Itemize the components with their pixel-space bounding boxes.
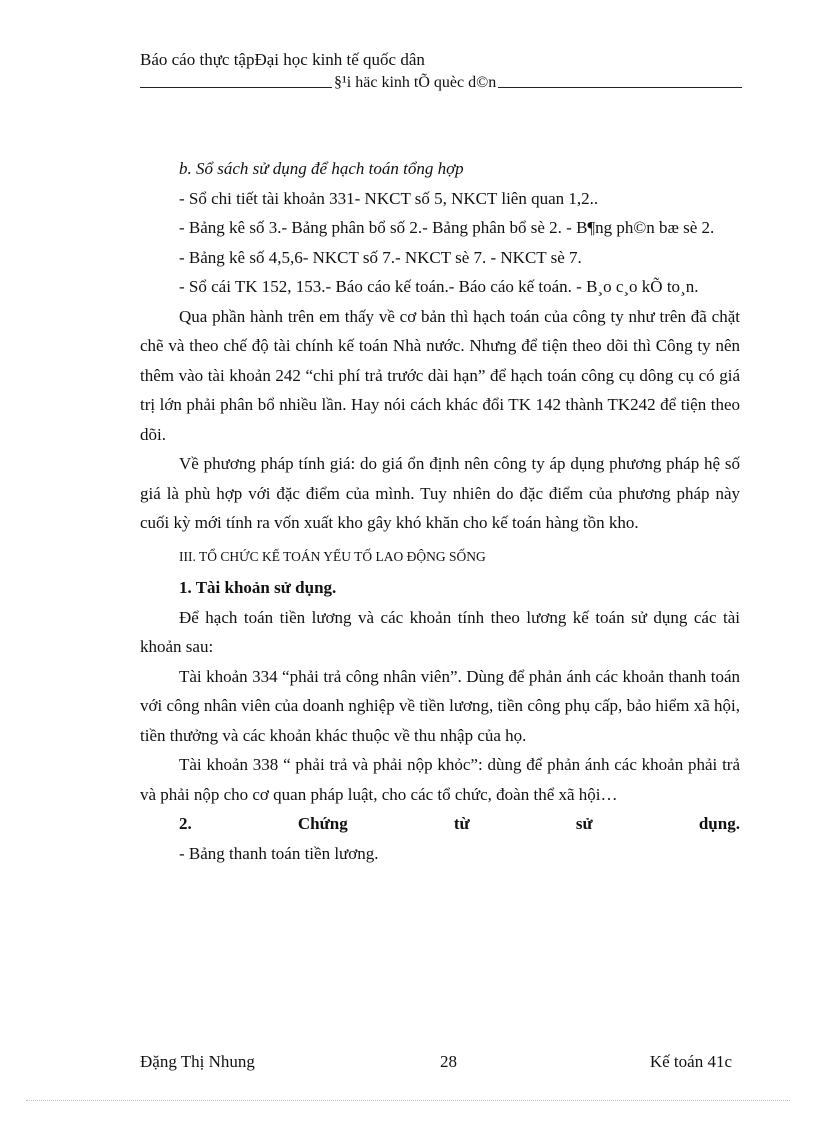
b-item-3: - Bảng kê số 4,5,6- NKCT số 7.- NKCT sè 7. - NKCT sè 7. xyxy=(179,247,582,267)
header-title: Báo cáo thực tậpĐại học kinh tế quốc dân xyxy=(140,50,425,69)
subsection-2-word: Chứng xyxy=(297,814,348,833)
page-bottom-dotted-rule xyxy=(26,1100,790,1101)
subsection-2-word: dụng. xyxy=(698,814,740,833)
paragraph-5: Tài khoản 338 “ phải trả và phải nộp khỏc”: dùng để phản ánh các khoản phải trả và phải nộp cho cơ quan pháp luật, cho các tổ chức, đoàn thể xã hội… xyxy=(140,755,740,804)
b-item-4: - Sổ cái TK 152, 153.- Báo cáo kế toán.- Báo cáo kế toán. - B¸o c¸o kÕ to¸n. xyxy=(179,277,699,296)
subsection-2-title xyxy=(140,809,740,839)
paragraph-4: Tài khoản 334 “phải trả công nhân viên”. Dùng để phản ánh các khoản thanh toán với công nhân viên của doanh nghiệp về tiền lương, tiền công phụ cấp, bảo hiểm xã hội, tiền thưởng và các khoản khác thuộc về thu nhập của họ. xyxy=(140,666,740,745)
section-iii-title: III. TỔ CHỨC KẾ TOÁN YẾU TỐ LAO ĐỘNG SỐNG xyxy=(179,548,486,564)
document-body xyxy=(140,154,740,868)
b-item-2: - Bảng kê số 3.- Bảng phân bổ số 2.- Bảng phân bổ sè 2. - B¶ng ph©n bæ sè 2. xyxy=(179,218,715,237)
item-bang-thanh-toan: - Bảng thanh toán tiền lương. xyxy=(179,843,379,863)
paragraph-3: Để hạch toán tiền lương và các khoản tính theo lương kế toán sử dụng các tài khoản sau: xyxy=(140,607,740,656)
subsection-2-word: 2. xyxy=(179,814,192,833)
footer-class: Kế toán 41c xyxy=(649,1052,732,1071)
footer-page-number: 28 xyxy=(440,1052,457,1071)
paragraph-2: Về phương pháp tính giá: do giá ổn định nên công ty áp dụng phương pháp hệ số giá là phù hợp với đặc điểm của mình. Tuy nhiên do đặc điểm của phương pháp này cuối kỳ mới tính ra vốn xuất kho gây khó khăn cho kế toán hàng tồn kho. xyxy=(140,454,740,532)
header-garbled-line xyxy=(140,74,742,96)
subsection-1-title: 1. Tài khoản sử dụng. xyxy=(179,578,337,597)
subsection-2-word: sử xyxy=(575,814,593,833)
footer-author: Đặng Thị Nhung xyxy=(140,1052,255,1071)
b-item-1: - Sổ chi tiết tài khoản 331- NKCT số 5, NKCT liên quan 1,2.. xyxy=(179,188,599,208)
subsection-2-word: từ xyxy=(453,814,470,833)
header-garbled-title: §¹i häc kinh tÕ quèc d©n xyxy=(334,74,497,91)
paragraph-1: Qua phần hành trên em thấy về cơ bản thì hạch toán của công ty như trên đã chặt chẽ và theo chế độ tài chính kế toán Nhà nước. Nhưng để tiện theo dõi thì Công ty nên thêm vào tài khoản 242 “chi phí trả trước dài hạn” để hạch toán công cụ dông cụ có giá trị lớn phải phân bổ nhiều lần. Hay nói cách khác đổi TK 142 thành TK242 để tiện theo dõi. xyxy=(140,306,740,444)
section-b-title: b. Sổ sách sử dụng để hạch toán tổng hợp xyxy=(179,159,464,178)
